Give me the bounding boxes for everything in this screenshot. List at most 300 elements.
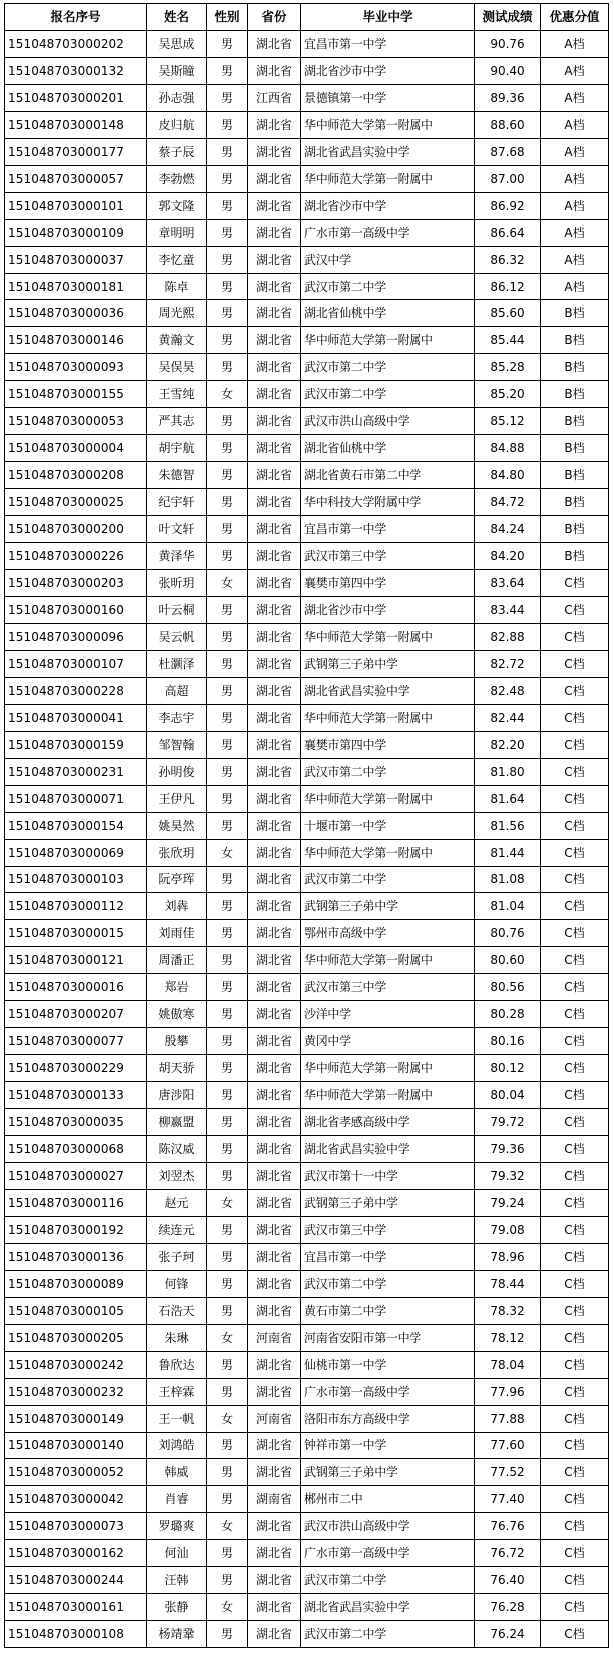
cell-score: 83.44 [475, 596, 541, 623]
cell-province: 湖北省 [248, 947, 301, 974]
cell-level: C档 [541, 1378, 609, 1405]
cell-name: 陈卓 [147, 273, 207, 300]
cell-score: 79.24 [475, 1189, 541, 1216]
cell-province: 湖北省 [248, 1189, 301, 1216]
cell-score: 77.60 [475, 1432, 541, 1459]
table-row [5, 1297, 609, 1324]
cell-id: 151048703000077 [5, 1028, 147, 1055]
cell-school: 宜昌市第一中学 [301, 516, 475, 543]
cell-gender: 男 [207, 785, 248, 812]
cell-gender: 男 [207, 1351, 248, 1378]
admission-results-table [4, 3, 609, 1648]
table-row [5, 1540, 609, 1567]
cell-id: 151048703000052 [5, 1459, 147, 1486]
cell-level: C档 [541, 1162, 609, 1189]
cell-province: 湖北省 [248, 516, 301, 543]
cell-level: C档 [541, 758, 609, 785]
cell-province: 湖北省 [248, 462, 301, 489]
cell-gender: 男 [207, 1567, 248, 1594]
cell-name: 汪韩 [147, 1567, 207, 1594]
cell-score: 82.48 [475, 677, 541, 704]
header-name: 姓名 [147, 4, 207, 31]
cell-province: 湖北省 [248, 1136, 301, 1163]
cell-level: A档 [541, 219, 609, 246]
table-row [5, 785, 609, 812]
cell-level: C档 [541, 704, 609, 731]
cell-id: 151048703000232 [5, 1378, 147, 1405]
cell-score: 79.08 [475, 1216, 541, 1243]
table-row [5, 543, 609, 570]
cell-id: 151048703000200 [5, 516, 147, 543]
cell-gender: 男 [207, 1378, 248, 1405]
cell-name: 孙明俊 [147, 758, 207, 785]
cell-name: 刘翌杰 [147, 1162, 207, 1189]
cell-gender: 男 [207, 327, 248, 354]
cell-gender: 女 [207, 1405, 248, 1432]
cell-province: 湖北省 [248, 1270, 301, 1297]
cell-school: 华中师范大学第一附属中 [301, 1082, 475, 1109]
cell-name: 邹智翰 [147, 731, 207, 758]
table-row [5, 758, 609, 785]
cell-province: 湖北省 [248, 570, 301, 597]
cell-score: 84.72 [475, 489, 541, 516]
cell-name: 刘雨佳 [147, 920, 207, 947]
cell-score: 80.60 [475, 947, 541, 974]
cell-name: 刘犇 [147, 893, 207, 920]
cell-level: C档 [541, 1270, 609, 1297]
cell-level: C档 [541, 1136, 609, 1163]
cell-name: 郑岩 [147, 974, 207, 1001]
cell-province: 湖北省 [248, 246, 301, 273]
cell-score: 84.20 [475, 543, 541, 570]
cell-name: 杨靖鞏 [147, 1621, 207, 1648]
cell-name: 周光熙 [147, 300, 207, 327]
cell-school: 湖北省武昌实验中学 [301, 677, 475, 704]
cell-name: 鲁欣达 [147, 1351, 207, 1378]
cell-level: C档 [541, 1001, 609, 1028]
cell-score: 85.28 [475, 354, 541, 381]
cell-gender: 男 [207, 1459, 248, 1486]
cell-level: C档 [541, 1216, 609, 1243]
cell-id: 151048703000121 [5, 947, 147, 974]
table-row [5, 273, 609, 300]
cell-score: 90.40 [475, 57, 541, 84]
cell-level: A档 [541, 57, 609, 84]
cell-school: 鄂州市高级中学 [301, 920, 475, 947]
cell-id: 151048703000041 [5, 704, 147, 731]
cell-id: 151048703000057 [5, 165, 147, 192]
table-row [5, 677, 609, 704]
cell-gender: 男 [207, 543, 248, 570]
cell-name: 孙志强 [147, 84, 207, 111]
cell-score: 81.08 [475, 866, 541, 893]
cell-province: 湖北省 [248, 381, 301, 408]
cell-id: 151048703000103 [5, 866, 147, 893]
cell-gender: 男 [207, 1109, 248, 1136]
cell-level: C档 [541, 947, 609, 974]
table-row [5, 1621, 609, 1648]
cell-gender: 男 [207, 1082, 248, 1109]
cell-level: A档 [541, 165, 609, 192]
cell-id: 151048703000203 [5, 570, 147, 597]
cell-level: C档 [541, 920, 609, 947]
cell-level: C档 [541, 731, 609, 758]
cell-id: 151048703000035 [5, 1109, 147, 1136]
cell-level: C档 [541, 1028, 609, 1055]
cell-school: 武汉市第二中学 [301, 1567, 475, 1594]
cell-province: 湖北省 [248, 866, 301, 893]
cell-gender: 男 [207, 893, 248, 920]
cell-name: 朱琳 [147, 1324, 207, 1351]
table-row [5, 1405, 609, 1432]
cell-province: 湖北省 [248, 1297, 301, 1324]
cell-level: C档 [541, 1486, 609, 1513]
cell-level: C档 [541, 1324, 609, 1351]
cell-gender: 男 [207, 596, 248, 623]
cell-school: 宜昌市第一中学 [301, 1243, 475, 1270]
cell-province: 湖北省 [248, 893, 301, 920]
cell-level: C档 [541, 596, 609, 623]
cell-id: 151048703000192 [5, 1216, 147, 1243]
cell-gender: 男 [207, 1243, 248, 1270]
cell-province: 湖北省 [248, 327, 301, 354]
cell-name: 柳嬴盟 [147, 1109, 207, 1136]
cell-school: 华中师范大学第一附属中 [301, 165, 475, 192]
cell-id: 151048703000071 [5, 785, 147, 812]
table-row [5, 462, 609, 489]
table-body [5, 30, 609, 1647]
cell-school: 华中师范大学第一附属中 [301, 839, 475, 866]
cell-province: 湖北省 [248, 435, 301, 462]
cell-score: 78.44 [475, 1270, 541, 1297]
cell-province: 湖北省 [248, 785, 301, 812]
cell-gender: 男 [207, 462, 248, 489]
header-score: 测试成绩 [475, 4, 541, 31]
cell-province: 湖北省 [248, 596, 301, 623]
table-row [5, 516, 609, 543]
cell-gender: 男 [207, 57, 248, 84]
cell-gender: 男 [207, 1055, 248, 1082]
table-row [5, 30, 609, 57]
cell-level: A档 [541, 192, 609, 219]
cell-gender: 男 [207, 1028, 248, 1055]
cell-province: 湖北省 [248, 974, 301, 1001]
cell-gender: 男 [207, 138, 248, 165]
cell-score: 81.56 [475, 812, 541, 839]
cell-province: 湖北省 [248, 1378, 301, 1405]
cell-level: B档 [541, 435, 609, 462]
header-id: 报名序号 [5, 4, 147, 31]
table-row [5, 893, 609, 920]
cell-id: 151048703000208 [5, 462, 147, 489]
cell-level: C档 [541, 1109, 609, 1136]
cell-school: 仙桃市第一中学 [301, 1351, 475, 1378]
cell-school: 襄樊市第四中学 [301, 731, 475, 758]
cell-province: 湖北省 [248, 677, 301, 704]
cell-score: 79.32 [475, 1162, 541, 1189]
cell-gender: 男 [207, 219, 248, 246]
table-row [5, 246, 609, 273]
cell-level: A档 [541, 246, 609, 273]
cell-province: 湖北省 [248, 57, 301, 84]
cell-score: 78.96 [475, 1243, 541, 1270]
cell-level: C档 [541, 1243, 609, 1270]
cell-school: 广水市第一高级中学 [301, 1540, 475, 1567]
cell-province: 湖北省 [248, 704, 301, 731]
cell-score: 85.20 [475, 381, 541, 408]
header-school: 毕业中学 [301, 4, 475, 31]
cell-gender: 女 [207, 1189, 248, 1216]
cell-id: 151048703000073 [5, 1513, 147, 1540]
cell-score: 85.44 [475, 327, 541, 354]
table-row [5, 1486, 609, 1513]
cell-province: 河南省 [248, 1324, 301, 1351]
cell-name: 王一帆 [147, 1405, 207, 1432]
cell-level: A档 [541, 84, 609, 111]
cell-level: C档 [541, 974, 609, 1001]
cell-gender: 男 [207, 866, 248, 893]
table-row [5, 1243, 609, 1270]
cell-province: 湖北省 [248, 1162, 301, 1189]
cell-gender: 男 [207, 1432, 248, 1459]
cell-province: 湖北省 [248, 138, 301, 165]
table-row [5, 731, 609, 758]
cell-score: 84.80 [475, 462, 541, 489]
cell-score: 77.52 [475, 1459, 541, 1486]
cell-score: 76.40 [475, 1567, 541, 1594]
cell-name: 郭文隆 [147, 192, 207, 219]
cell-gender: 男 [207, 354, 248, 381]
table-row [5, 1136, 609, 1163]
cell-gender: 男 [207, 1001, 248, 1028]
cell-school: 武汉市第二中学 [301, 1621, 475, 1648]
table-row [5, 354, 609, 381]
header-province: 省份 [248, 4, 301, 31]
cell-score: 80.28 [475, 1001, 541, 1028]
cell-name: 高超 [147, 677, 207, 704]
cell-province: 湖北省 [248, 1540, 301, 1567]
cell-name: 严其志 [147, 408, 207, 435]
cell-name: 吴俣昊 [147, 354, 207, 381]
cell-school: 武汉市第二中学 [301, 758, 475, 785]
header-gender: 性别 [207, 4, 248, 31]
cell-name: 王伊凡 [147, 785, 207, 812]
cell-province: 湖北省 [248, 1109, 301, 1136]
cell-school: 景德镇第一中学 [301, 84, 475, 111]
table-row [5, 1513, 609, 1540]
cell-name: 姚昊然 [147, 812, 207, 839]
cell-level: C档 [541, 839, 609, 866]
cell-gender: 男 [207, 1486, 248, 1513]
cell-level: C档 [541, 1297, 609, 1324]
cell-school: 武汉市第二中学 [301, 354, 475, 381]
cell-gender: 男 [207, 1540, 248, 1567]
table-row [5, 812, 609, 839]
cell-score: 89.36 [475, 84, 541, 111]
cell-school: 武钢第三子弟中学 [301, 1459, 475, 1486]
cell-gender: 男 [207, 1216, 248, 1243]
cell-score: 86.12 [475, 273, 541, 300]
cell-score: 78.04 [475, 1351, 541, 1378]
cell-id: 151048703000116 [5, 1189, 147, 1216]
table-row [5, 596, 609, 623]
cell-province: 湖北省 [248, 650, 301, 677]
cell-id: 151048703000101 [5, 192, 147, 219]
cell-name: 韩威 [147, 1459, 207, 1486]
cell-score: 79.36 [475, 1136, 541, 1163]
cell-score: 86.32 [475, 246, 541, 273]
cell-id: 151048703000159 [5, 731, 147, 758]
cell-id: 151048703000016 [5, 974, 147, 1001]
cell-score: 76.76 [475, 1513, 541, 1540]
cell-province: 湖北省 [248, 219, 301, 246]
cell-name: 吴云帆 [147, 623, 207, 650]
cell-gender: 男 [207, 1162, 248, 1189]
cell-id: 151048703000089 [5, 1270, 147, 1297]
cell-level: A档 [541, 273, 609, 300]
table-row [5, 650, 609, 677]
cell-score: 90.76 [475, 30, 541, 57]
cell-province: 湖北省 [248, 1243, 301, 1270]
cell-score: 86.64 [475, 219, 541, 246]
table-row [5, 947, 609, 974]
cell-school: 黄冈中学 [301, 1028, 475, 1055]
cell-name: 阮亭珲 [147, 866, 207, 893]
cell-id: 151048703000037 [5, 246, 147, 273]
cell-level: B档 [541, 462, 609, 489]
cell-score: 81.64 [475, 785, 541, 812]
table-row [5, 1567, 609, 1594]
cell-school: 湖北省沙市中学 [301, 192, 475, 219]
cell-province: 湖北省 [248, 1567, 301, 1594]
cell-school: 洛阳市东方高级中学 [301, 1405, 475, 1432]
cell-score: 80.04 [475, 1082, 541, 1109]
cell-id: 151048703000096 [5, 623, 147, 650]
cell-name: 杜灏泽 [147, 650, 207, 677]
cell-gender: 男 [207, 246, 248, 273]
cell-score: 80.76 [475, 920, 541, 947]
cell-province: 湖北省 [248, 354, 301, 381]
cell-school: 湖北省武昌实验中学 [301, 1136, 475, 1163]
cell-id: 151048703000042 [5, 1486, 147, 1513]
cell-name: 刘鸿皓 [147, 1432, 207, 1459]
cell-gender: 男 [207, 165, 248, 192]
cell-school: 湖北省沙市中学 [301, 596, 475, 623]
cell-score: 80.56 [475, 974, 541, 1001]
cell-name: 胡天骄 [147, 1055, 207, 1082]
cell-level: C档 [541, 623, 609, 650]
table-row [5, 138, 609, 165]
cell-name: 黄瀚文 [147, 327, 207, 354]
cell-id: 151048703000108 [5, 1621, 147, 1648]
cell-province: 江西省 [248, 84, 301, 111]
cell-id: 151048703000161 [5, 1594, 147, 1621]
cell-province: 湖北省 [248, 1621, 301, 1648]
table-row [5, 570, 609, 597]
cell-province: 湖北省 [248, 1216, 301, 1243]
cell-level: B档 [541, 489, 609, 516]
cell-name: 罗璐爽 [147, 1513, 207, 1540]
table-row [5, 1082, 609, 1109]
cell-school: 湖北省仙桃中学 [301, 300, 475, 327]
table-row [5, 1189, 609, 1216]
cell-level: B档 [541, 516, 609, 543]
cell-gender: 女 [207, 1324, 248, 1351]
cell-name: 皮归航 [147, 111, 207, 138]
cell-level: C档 [541, 1189, 609, 1216]
table-row [5, 920, 609, 947]
cell-id: 151048703000004 [5, 435, 147, 462]
cell-school: 华中师范大学第一附属中 [301, 1055, 475, 1082]
cell-gender: 男 [207, 623, 248, 650]
cell-id: 151048703000146 [5, 327, 147, 354]
cell-gender: 男 [207, 677, 248, 704]
cell-id: 151048703000069 [5, 839, 147, 866]
cell-id: 151048703000148 [5, 111, 147, 138]
cell-level: B档 [541, 327, 609, 354]
table-row [5, 1432, 609, 1459]
cell-level: C档 [541, 1621, 609, 1648]
table-row [5, 1109, 609, 1136]
cell-id: 151048703000242 [5, 1351, 147, 1378]
cell-level: A档 [541, 138, 609, 165]
cell-level: A档 [541, 111, 609, 138]
cell-gender: 男 [207, 1297, 248, 1324]
cell-name: 张子珂 [147, 1243, 207, 1270]
table-row [5, 1216, 609, 1243]
cell-gender: 男 [207, 84, 248, 111]
cell-gender: 男 [207, 650, 248, 677]
cell-name: 石浩天 [147, 1297, 207, 1324]
table-row [5, 408, 609, 435]
cell-score: 82.20 [475, 731, 541, 758]
cell-score: 78.12 [475, 1324, 541, 1351]
cell-score: 83.64 [475, 570, 541, 597]
cell-school: 武汉市第三中学 [301, 974, 475, 1001]
cell-province: 湖南省 [248, 1486, 301, 1513]
cell-school: 华中师范大学第一附属中 [301, 947, 475, 974]
table-row [5, 300, 609, 327]
cell-school: 广水市第一高级中学 [301, 1378, 475, 1405]
cell-level: C档 [541, 1594, 609, 1621]
cell-school: 华中师范大学第一附属中 [301, 327, 475, 354]
cell-name: 吴斯瞳 [147, 57, 207, 84]
cell-id: 151048703000149 [5, 1405, 147, 1432]
cell-province: 湖北省 [248, 758, 301, 785]
cell-gender: 男 [207, 731, 248, 758]
cell-score: 82.72 [475, 650, 541, 677]
cell-province: 湖北省 [248, 192, 301, 219]
cell-score: 85.12 [475, 408, 541, 435]
cell-name: 唐涉阳 [147, 1082, 207, 1109]
cell-name: 张昕玥 [147, 570, 207, 597]
cell-id: 151048703000244 [5, 1567, 147, 1594]
cell-name: 胡宇航 [147, 435, 207, 462]
cell-name: 叶文轩 [147, 516, 207, 543]
cell-school: 武汉市第三中学 [301, 1216, 475, 1243]
cell-id: 151048703000160 [5, 596, 147, 623]
cell-id: 151048703000140 [5, 1432, 147, 1459]
cell-id: 151048703000093 [5, 354, 147, 381]
cell-gender: 男 [207, 758, 248, 785]
cell-school: 华中师范大学第一附属中 [301, 704, 475, 731]
cell-province: 湖北省 [248, 623, 301, 650]
cell-name: 吴思成 [147, 30, 207, 57]
cell-province: 湖北省 [248, 1055, 301, 1082]
cell-score: 81.80 [475, 758, 541, 785]
cell-school: 武汉市第二中学 [301, 866, 475, 893]
cell-gender: 男 [207, 1621, 248, 1648]
